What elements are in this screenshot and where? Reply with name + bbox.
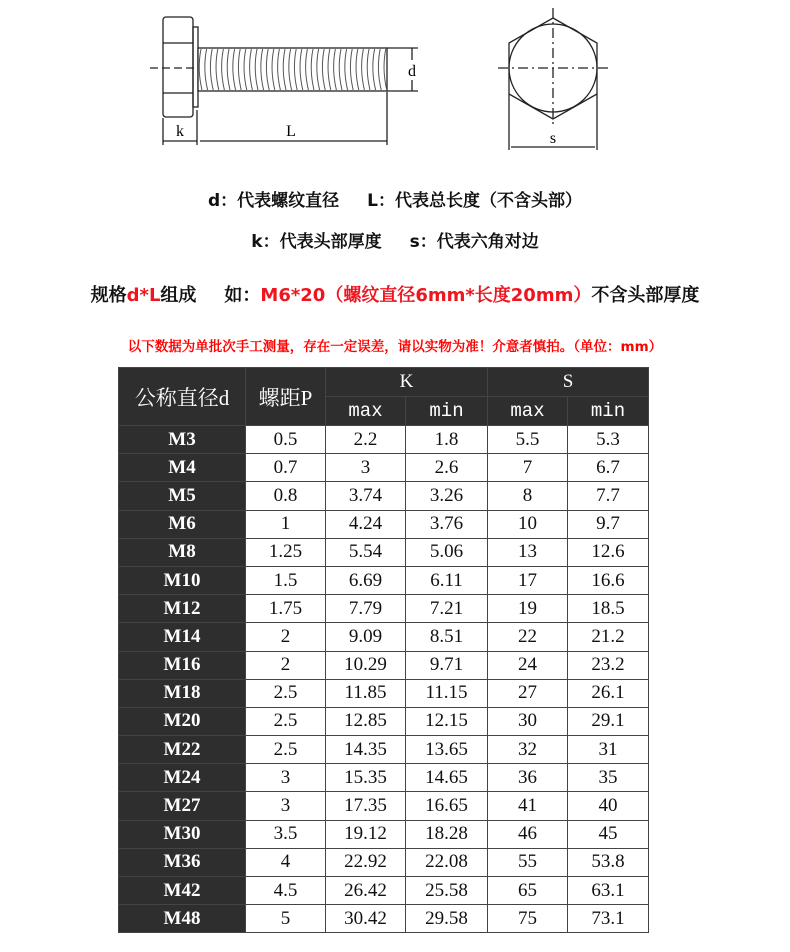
table-row (119, 848, 649, 876)
cell-k-max: 6.69 (326, 566, 406, 594)
legend-k: k：代表头部厚度 (251, 232, 382, 252)
spec-note: 不含头部厚度 (591, 285, 700, 306)
cell-s-min: 45 (568, 820, 649, 848)
cell-diameter: M10 (119, 566, 246, 594)
cell-diameter: M18 (119, 679, 246, 707)
cell-k-min: 9.71 (406, 651, 488, 679)
disclaimer: 以下数据为单批次手工测量，存在一定误差，请以实物为准！介意者慎拍。（单位：mm） (127, 339, 663, 355)
cell-diameter: M14 (119, 623, 246, 651)
d-label: d (408, 63, 416, 80)
cell-pitch: 2.5 (246, 707, 326, 735)
table-row (119, 426, 649, 454)
cell-k-min: 12.15 (406, 707, 488, 735)
bolt-side-view (150, 17, 418, 145)
spec-prefix: 规格 (90, 285, 127, 306)
spec-example: M6*20（螺纹直径6mm*长度20mm） (260, 285, 592, 306)
cell-diameter: M36 (119, 848, 246, 876)
cell-s-max: 30 (488, 707, 568, 735)
cell-k-min: 18.28 (406, 820, 488, 848)
cell-pitch: 1 (246, 510, 326, 538)
header-k-max: max (326, 397, 406, 426)
cell-s-max: 7 (488, 454, 568, 482)
cell-s-min: 29.1 (568, 707, 649, 735)
legend-s: s：代表六角对边 (409, 232, 539, 252)
cell-s-max: 17 (488, 566, 568, 594)
cell-s-min: 16.6 (568, 566, 649, 594)
cell-k-min: 29.58 (406, 905, 488, 933)
cell-pitch: 0.8 (246, 482, 326, 510)
cell-k-max: 5.54 (326, 538, 406, 566)
cell-s-min: 6.7 (568, 454, 649, 482)
cell-diameter: M20 (119, 707, 246, 735)
cell-s-max: 41 (488, 792, 568, 820)
table-row (119, 764, 649, 792)
legend-L: L：代表总长度（不含头部） (367, 191, 582, 211)
cell-pitch: 0.7 (246, 454, 326, 482)
header-s-max: max (488, 397, 568, 426)
cell-s-max: 65 (488, 877, 568, 905)
table-row (119, 538, 649, 566)
cell-diameter: M16 (119, 651, 246, 679)
cell-s-max: 13 (488, 538, 568, 566)
spec-suffix: 组成 (160, 285, 197, 306)
cell-s-max: 8 (488, 482, 568, 510)
cell-s-max: 55 (488, 848, 568, 876)
cell-s-max: 36 (488, 764, 568, 792)
cell-k-min: 22.08 (406, 848, 488, 876)
cell-diameter: M6 (119, 510, 246, 538)
cell-diameter: M27 (119, 792, 246, 820)
cell-s-min: 7.7 (568, 482, 649, 510)
cell-k-max: 3 (326, 454, 406, 482)
cell-s-min: 31 (568, 736, 649, 764)
cell-k-max: 30.42 (326, 905, 406, 933)
table-row (119, 623, 649, 651)
cell-k-min: 5.06 (406, 538, 488, 566)
cell-s-min: 12.6 (568, 538, 649, 566)
table-row (119, 707, 649, 735)
cell-pitch: 4 (246, 848, 326, 876)
table-row (119, 651, 649, 679)
cell-pitch: 1.75 (246, 595, 326, 623)
L-label: L (286, 123, 296, 140)
header-k-min: min (406, 397, 488, 426)
cell-pitch: 1.25 (246, 538, 326, 566)
cell-s-max: 10 (488, 510, 568, 538)
table-row (119, 820, 649, 848)
cell-s-min: 63.1 (568, 877, 649, 905)
cell-k-max: 19.12 (326, 820, 406, 848)
spec-line (0, 281, 790, 307)
table-row (119, 905, 649, 933)
cell-k-min: 7.21 (406, 595, 488, 623)
cell-diameter: M42 (119, 877, 246, 905)
legend-line-1 (0, 186, 790, 211)
s-label: s (549, 130, 557, 147)
cell-diameter: M3 (119, 426, 246, 454)
bolt-diagram (0, 0, 790, 170)
legend-line-2 (0, 227, 790, 252)
cell-pitch: 3 (246, 764, 326, 792)
table-row (119, 566, 649, 594)
table-row (119, 454, 649, 482)
cell-s-min: 21.2 (568, 623, 649, 651)
table-row (119, 736, 649, 764)
cell-s-max: 46 (488, 820, 568, 848)
cell-pitch: 3.5 (246, 820, 326, 848)
cell-k-max: 15.35 (326, 764, 406, 792)
cell-s-max: 24 (488, 651, 568, 679)
spec-format: d*L (126, 285, 161, 306)
cell-pitch: 1.5 (246, 566, 326, 594)
table-row (119, 679, 649, 707)
cell-k-max: 7.79 (326, 595, 406, 623)
cell-s-min: 73.1 (568, 905, 649, 933)
table-row (119, 877, 649, 905)
table-row (119, 595, 649, 623)
cell-k-max: 9.09 (326, 623, 406, 651)
cell-k-min: 25.58 (406, 877, 488, 905)
bolt-head-view (498, 8, 608, 150)
cell-s-min: 35 (568, 764, 649, 792)
cell-pitch: 0.5 (246, 426, 326, 454)
cell-s-max: 5.5 (488, 426, 568, 454)
cell-s-max: 19 (488, 595, 568, 623)
cell-k-max: 10.29 (326, 651, 406, 679)
cell-k-min: 13.65 (406, 736, 488, 764)
cell-k-min: 16.65 (406, 792, 488, 820)
header-s-min: min (568, 397, 649, 426)
header-s: S (488, 368, 649, 397)
cell-s-min: 18.5 (568, 595, 649, 623)
cell-k-min: 2.6 (406, 454, 488, 482)
cell-k-max: 22.92 (326, 848, 406, 876)
cell-diameter: M22 (119, 736, 246, 764)
spec-example-label: 如： (224, 285, 261, 306)
cell-s-min: 9.7 (568, 510, 649, 538)
cell-pitch: 2.5 (246, 679, 326, 707)
cell-s-max: 75 (488, 905, 568, 933)
cell-diameter: M4 (119, 454, 246, 482)
cell-k-max: 17.35 (326, 792, 406, 820)
cell-s-max: 32 (488, 736, 568, 764)
cell-diameter: M24 (119, 764, 246, 792)
cell-k-min: 1.8 (406, 426, 488, 454)
cell-k-min: 11.15 (406, 679, 488, 707)
table-row (119, 510, 649, 538)
cell-k-max: 4.24 (326, 510, 406, 538)
table-row (119, 482, 649, 510)
cell-pitch: 3 (246, 792, 326, 820)
cell-s-min: 53.8 (568, 848, 649, 876)
cell-k-max: 26.42 (326, 877, 406, 905)
cell-k-max: 11.85 (326, 679, 406, 707)
cell-pitch: 2.5 (246, 736, 326, 764)
cell-pitch: 4.5 (246, 877, 326, 905)
cell-k-max: 3.74 (326, 482, 406, 510)
cell-s-max: 22 (488, 623, 568, 651)
cell-k-min: 8.51 (406, 623, 488, 651)
cell-s-min: 26.1 (568, 679, 649, 707)
cell-pitch: 5 (246, 905, 326, 933)
cell-k-min: 3.76 (406, 510, 488, 538)
cell-diameter: M5 (119, 482, 246, 510)
cell-diameter: M12 (119, 595, 246, 623)
spec-table (118, 367, 649, 933)
cell-s-max: 27 (488, 679, 568, 707)
cell-k-max: 12.85 (326, 707, 406, 735)
cell-pitch: 2 (246, 651, 326, 679)
cell-k-max: 14.35 (326, 736, 406, 764)
cell-pitch: 2 (246, 623, 326, 651)
cell-diameter: M48 (119, 905, 246, 933)
cell-k-min: 14.65 (406, 764, 488, 792)
cell-s-min: 23.2 (568, 651, 649, 679)
cell-k-min: 3.26 (406, 482, 488, 510)
table-row (119, 792, 649, 820)
header-pitch: 螺距P (246, 368, 326, 426)
header-diameter: 公称直径d (119, 368, 246, 426)
cell-s-min: 40 (568, 792, 649, 820)
cell-s-min: 5.3 (568, 426, 649, 454)
cell-diameter: M8 (119, 538, 246, 566)
cell-k-max: 2.2 (326, 426, 406, 454)
legend-d: d：代表螺纹直径 (207, 191, 340, 211)
cell-diameter: M30 (119, 820, 246, 848)
k-label: k (176, 123, 184, 140)
cell-k-min: 6.11 (406, 566, 488, 594)
header-k: K (326, 368, 488, 397)
